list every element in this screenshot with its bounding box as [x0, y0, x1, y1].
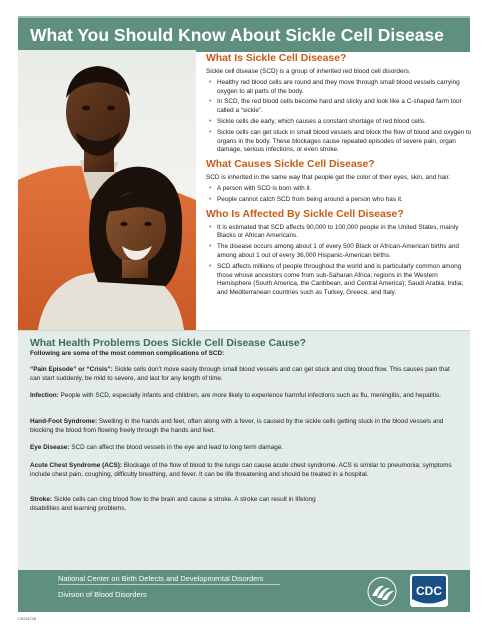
complication-text: Sickle cells can clog blood flow to the brain and cause a stroke. A stroke can result in lifelong disabilities and learning problems. — [30, 496, 316, 512]
what-is-heading: What Is Sickle Cell Disease? — [206, 53, 347, 64]
hhs-eagle-icon — [364, 576, 400, 607]
cdc-logo — [410, 574, 448, 607]
footer-division-name: Division of Blood Disorders — [58, 590, 147, 599]
complication-pain — [30, 366, 454, 384]
list-item: • People cannot catch SCD from being around a person who has it. — [217, 196, 472, 205]
footer-band — [18, 570, 470, 612]
complication-infection — [30, 392, 454, 401]
complication-term: Stroke: — [30, 496, 53, 503]
list-item: • Healthy red blood cells are round and they move through small blood vessels carrying oxygen to all parts of the body. — [217, 79, 472, 97]
complication-text: SCD can affect the blood vessels in the eye and lead to long term damage. — [71, 444, 284, 451]
complication-hand-foot — [30, 418, 454, 436]
title-banner — [18, 16, 470, 52]
complication-term: Infection: — [30, 392, 59, 399]
affected-heading: Who Is Affected By Sickle Cell Disease? — [206, 208, 404, 220]
complication-term: Acute Chest Syndrome (ACS): — [30, 462, 122, 469]
affected-list — [206, 224, 472, 298]
couple-photo — [18, 50, 196, 330]
complication-term: Hand-Foot Syndrome: — [30, 418, 98, 425]
list-item: • In SCD, the red blood cells become hard and sticky and look like a C-shaped farm tool called a “sickle”. — [217, 98, 472, 116]
cdc-logo-text: CDC — [416, 584, 442, 598]
list-item: • Sickle cells die early, which causes a constant shortage of red blood cells. — [217, 118, 472, 127]
complication-stroke — [30, 496, 330, 514]
health-lead-text: Following are some of the most common complications of SCD: — [30, 350, 225, 357]
complication-acs — [30, 462, 454, 480]
complication-text: People with SCD, especially infants and children, are more likely to experience harmful infections such as flu, meningitis, and hepatitis. — [60, 392, 441, 399]
complication-text: Sickle cells don’t move easily through small blood vessels and can get stuck and clog blood flow. This causes pain that can start suddenly, be mild to severe, and last for any length of time. — [30, 366, 450, 382]
health-heading: What Health Problems Does Sickle Cell Disease Cause? — [30, 338, 307, 349]
complication-text: Blockage of the flow of blood to the lungs can cause acute chest syndrome. ACS is similar to pneumonia; symptoms include chest pain, coughing, difficulty breathing, and fever. It can be life threatening and should be treated in a hospital. — [30, 462, 452, 478]
document-code: CS216728 — [18, 617, 36, 621]
footer-center-name: National Center on Birth Defects and Developmental Disorders — [58, 574, 264, 583]
page-title: What You Should Know About Sickle Cell Disease — [30, 25, 444, 45]
couple-photo-illustration — [18, 50, 196, 330]
causes-list — [206, 185, 472, 205]
list-item: • Sickle cells can get stuck in small blood vessels and block the flow of blood and oxygen to organs in the body. These blockages cause repeated episodes of severe pain, organ damage, serious infections, or even stroke. — [217, 129, 472, 155]
complication-text: Swelling in the hands and feet, often along with a fever, is caused by the sickle cells getting stuck in the blood vessels and blocking the blood from flowing freely through the hands and feet. — [30, 418, 444, 434]
causes-heading: What Causes Sickle Cell Disease? — [206, 159, 375, 171]
complication-eye — [30, 444, 454, 453]
health-lead — [30, 350, 454, 359]
what-is-intro: Sickle cell disease (SCD) is a group of inherited red blood cell disorders. — [206, 68, 411, 75]
causes-intro: SCD is inherited in the same way that people get the color of their eyes, skin, and hair. — [206, 174, 451, 182]
complication-term: “Pain Episode” or “Crisis”: — [30, 366, 113, 373]
what-is-list — [206, 79, 472, 155]
list-item: • It is estimated that SCD affects 90,000 to 100,000 people in the United States, mainly Blacks or African Americans. — [217, 224, 472, 242]
list-item: • SCD affects millions of people throughout the world and is particularly common among those whose ancestors come from sub-Saharan Africa; regions in the Western Hemisphere (South America, the Caribbean, and Central America); Saudi Arabia; India; and Mediterranean countries such as Turkey, Greece, and Italy. — [217, 263, 472, 298]
footer-divider — [58, 584, 280, 585]
list-item: • The disease occurs among about 1 of every 500 Black or African-American births and among about 1 out of every 36,000 Hispanic-American births. — [217, 243, 472, 261]
list-item: • A person with SCD is born with it. — [217, 185, 472, 194]
right-column — [206, 52, 472, 300]
complication-term: Eye Disease: — [30, 444, 70, 451]
